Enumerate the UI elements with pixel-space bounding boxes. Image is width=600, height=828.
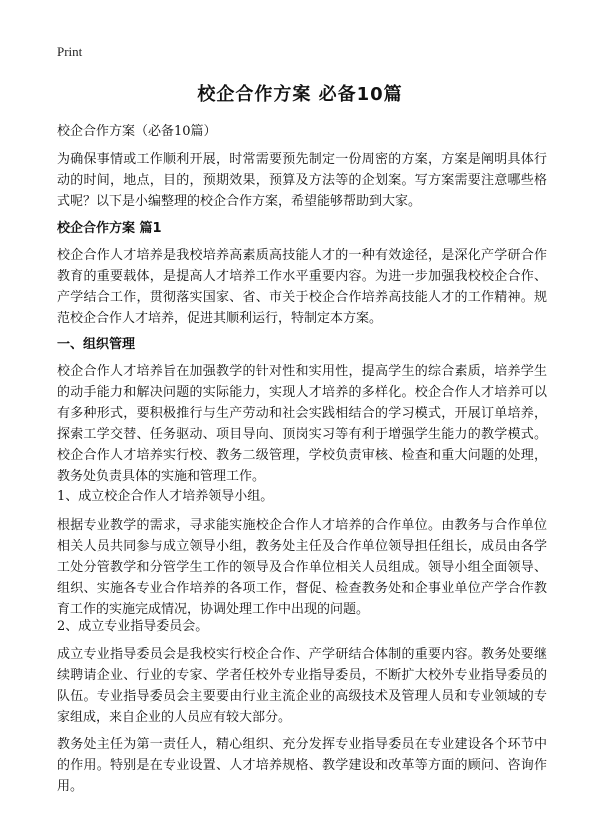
- list-item-1: 1、成立校企合作人才培养领导小组。: [57, 489, 274, 504]
- section-heading: 校企合作方案 篇1: [57, 221, 162, 236]
- paragraph-1: 校企合作人才培养是我校培养高素质高技能人才的一种有效途径，是深化产学研合作教育的重要载体，是提高人才培养工作水平重要内容。为进一步加强我校校企合作、产学结合工作，贯彻落实国家、省、市关于校企合作培养高技能人才的工作精神。规范校企合作人才培养，促进其顺利运行，特制定本方案。: [57, 248, 547, 326]
- intro-paragraph: 为确保事情或工作顺利开展，时常需要预先制定一份周密的方案，方案是阐明具体行动的时间，地点，目的，预期效果，预算及方法等的企划案。写方案需要注意哪些格式呢？以下是小编整理的校企合作方案，希望能够帮助到大家。: [57, 152, 547, 209]
- paragraph-4: 成立专业指导委员会是我校实行校企合作、产学研结合体制的重要内容。教务处要继续聘请企业、行业的专家、学者任校外专业指导委员，不断扩大校外专业指导委员的队伍。专业指导委员会主要要由行业主流企业的高级技术及管理人员和专业领域的专家组成，来自企业的人员应有较大部分。: [57, 647, 547, 725]
- list-item-2: 2、成立专业指导委员会。: [57, 619, 209, 634]
- paragraph-2: 校企合作人才培养旨在加强教学的针对性和实用性，提高学生的综合素质，培养学生的动手能力和解决问题的实际能力，实现人才培养的多样化。校企合作人才培养可以有多种形式，要积极推行与生产劳动和社会实践相结合的学习模式，开展订单培养，探索工学交替、任务驱动、项目导向、顶岗实习等有利于增强学生能力的教学模式。校企合作人才培养实行校、教务二级管理，学校负责审核、检查和重大问题的处理，教务处负责具体的实施和管理工作。: [57, 364, 547, 484]
- paragraph-5: 教务处主任为第一责任人，精心组织、充分发挥专业指导委员在专业建设各个环节中的作用。特别是在专业设置、人才培养规格、教学建设和改革等方面的顾问、咨询作用。: [57, 737, 547, 794]
- print-label: Print: [57, 44, 83, 59]
- document-subtitle: 校企合作方案（必备10篇）: [57, 124, 217, 139]
- org-heading: 一、组织管理: [57, 337, 136, 352]
- page-title: 校企合作方案 必备10篇: [197, 84, 403, 105]
- paragraph-3: 根据专业教学的需求，寻求能实施校企合作人才培养的合作单位。由教务与合作单位相关人员共同参与成立领导小组，教务处主任及合作单位领导担任组长，成员由各学工处分管教学和分管学生工作的领导及合作单位相关人员组成。领导小组全面领导、组织、实施各专业合作培养的各项工作，督促、检查教务处和企事业单位产学合作教育工作的实施完成情况，协调处理工作中出现的问题。: [57, 518, 547, 617]
